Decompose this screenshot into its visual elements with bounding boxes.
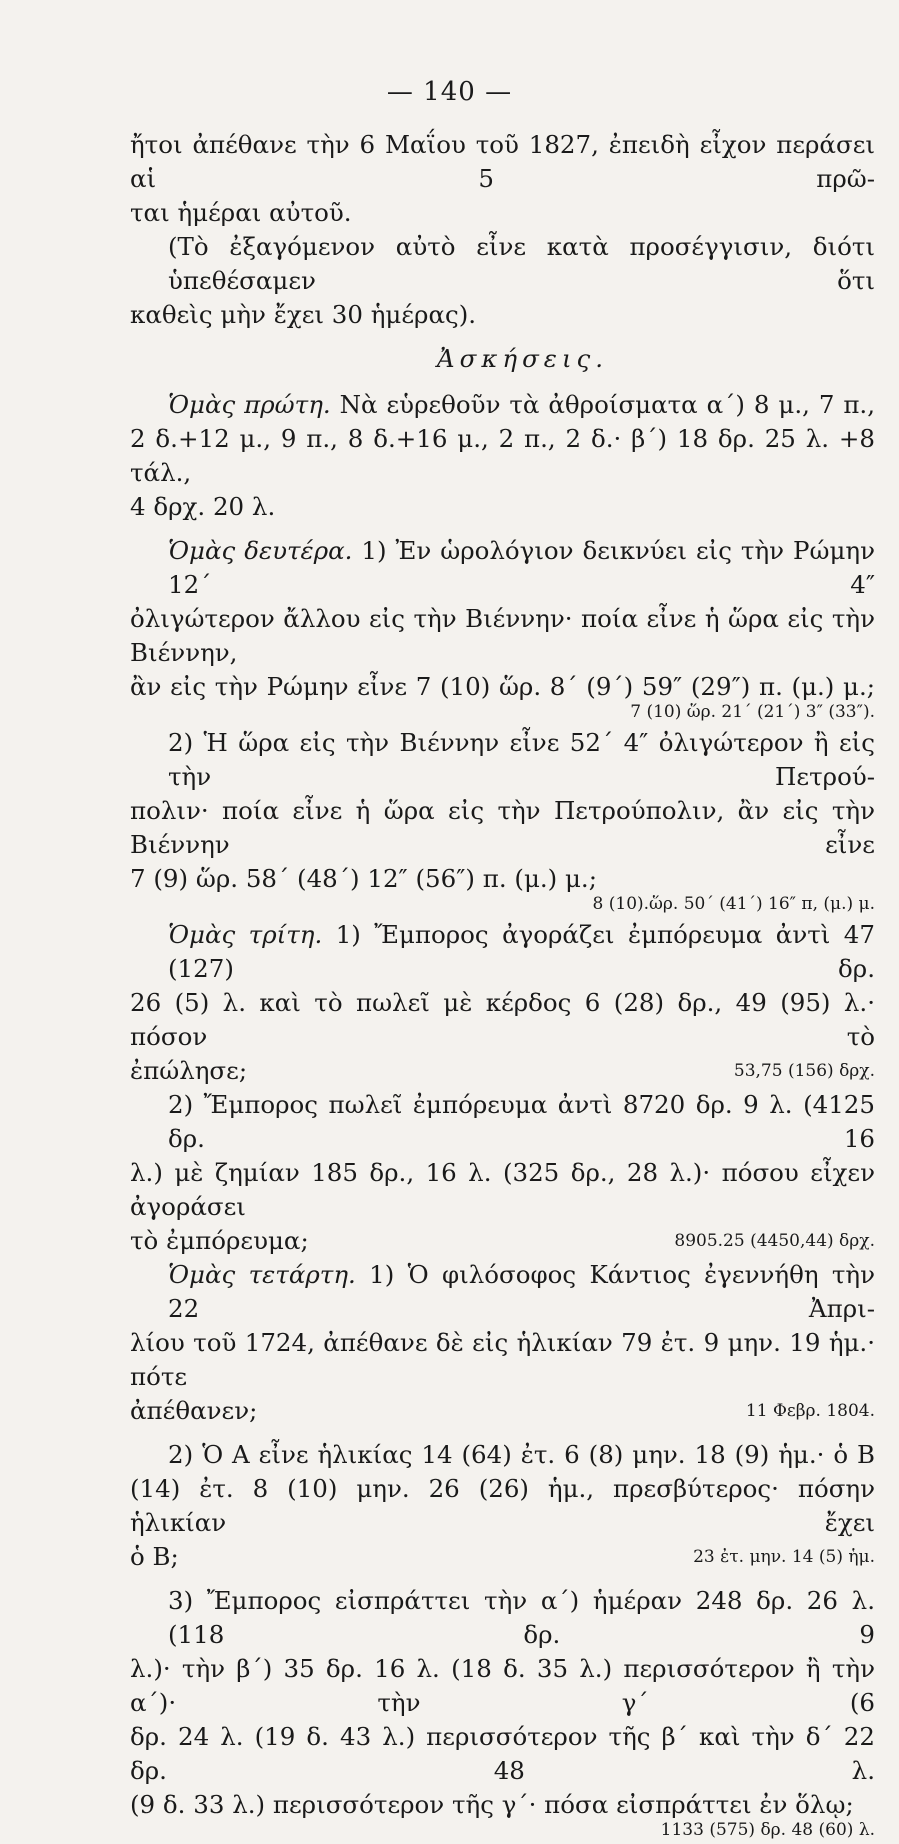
text-line: 2) Ἔμπορος πωλεῖ ἐμπόρευμα ἀντὶ 8720 δρ. 9 λ. (4125 δρ. 16 — [168, 1090, 875, 1153]
page-body — [130, 128, 875, 1844]
group-label: Ὁμὰς τετάρτη. — [168, 1260, 356, 1289]
page-number: — 140 — — [386, 77, 513, 107]
exercise-group-3 — [130, 918, 875, 1258]
exercise-group-1 — [130, 388, 875, 524]
group-label: Ὁμὰς δευτέρα. — [168, 536, 353, 565]
text-line: δρ. 24 λ. (19 δ. 43 λ.) περισσότερον τῆς β΄ καὶ τὴν δ΄ 22 δρ. 48 λ. — [130, 1722, 875, 1785]
answer: 8 (10).ὥρ. 50΄ (41΄) 16″ π, (μ.) μ. — [592, 894, 875, 914]
text-line: 7 (9) ὥρ. 58΄ (48΄) 12″ (56″) π. (μ.) μ.; — [130, 864, 597, 893]
text-line — [130, 1394, 875, 1428]
text-fragment: ἀπέθανεν; — [130, 1396, 258, 1425]
text-line: ἤτοι ἀπέθανε τὴν 6 Μαΐου τοῦ 1827, ἐπειδὴ εἶχον περάσει αἱ 5 πρῶ- — [130, 130, 875, 193]
text-fragment: Νὰ εὑρεθοῦν τὰ ἀθροίσματα α΄) 8 μ., 7 π., — [339, 390, 875, 419]
text-line — [130, 1054, 875, 1088]
text-line: (9 δ. 33 λ.) περισσότερον τῆς γ΄· πόσα εἰσπράττει ἐν ὅλῳ; — [130, 1790, 854, 1819]
text-line: λ.) μὲ ζημίαν 185 δρ., 16 λ. (325 δρ., 28 λ.)· πόσου εἶχεν ἀγοράσει — [130, 1158, 875, 1221]
group-label: Ὁμὰς πρώτη. — [168, 390, 331, 419]
text-line: 2 δ.+12 μ., 9 π., 8 δ.+16 μ., 2 π., 2 δ.· β΄) 18 δρ. 25 λ. +8 τάλ., — [130, 424, 875, 487]
exercise-group-2 — [130, 534, 875, 916]
text-line: (14) ἐτ. 8 (10) μην. 26 (26) ἡμ., πρεσβύτερος· πόσην ἡλικίαν ἔχει — [130, 1474, 875, 1537]
answer: 11 Φεβρ. 1804. — [745, 1401, 875, 1421]
text-fragment: 1) Ἐν ὡρολόγιον δεικνύει εἰς τὴν Ρώμην 12΄ 4″ — [168, 536, 875, 599]
text-line: 2) Ἡ ὥρα εἰς τὴν Βιέννην εἶνε 52΄ 4″ ὀλιγώτερον ἢ εἰς τὴν Πετρού- — [168, 728, 875, 791]
answer: 7 (10) ὥρ. 21΄ (21΄) 3″ (33″). — [630, 702, 875, 722]
text-line: 3) Ἔμπορος εἰσπράττει τὴν α΄) ἡμέραν 248 δρ. 26 λ. (118 δρ. 9 — [168, 1586, 875, 1649]
text-line: λίου τοῦ 1724, ἀπέθανε δὲ εἰς ἡλικίαν 79 ἐτ. 9 μην. 19 ἡμ.· πότε — [130, 1328, 875, 1391]
text-fragment: ἐπώλησε; — [130, 1056, 248, 1085]
text-line: ἂν εἰς τὴν Ρώμην εἶνε 7 (10) ὥρ. 8΄ (9΄) 59″ (29″) π. (μ.) μ.; — [130, 672, 875, 701]
text-line — [130, 1224, 875, 1258]
text-fragment: τὸ ἐμπόρευμα; — [130, 1226, 309, 1255]
text-line: καθεὶς μὴν ἔχει 30 ἡμέρας). — [130, 300, 477, 329]
text-line — [130, 388, 875, 422]
text-line — [130, 1540, 875, 1574]
answer: 1133 (575) δρ. 48 (60) λ. — [660, 1820, 875, 1840]
answer: 53,75 (156) δρχ. — [733, 1061, 875, 1081]
group-label: Ὁμὰς τρίτη. — [168, 920, 323, 949]
intro-paragraph — [130, 128, 875, 332]
text-line: 4 δρχ. 20 λ. — [130, 492, 276, 521]
text-line: (Τὸ ἐξαγόμενον αὐτὸ εἶνε κατὰ προσέγγισιν, διότι ὑπεθέσαμεν ὅτι — [168, 232, 875, 295]
text-line: ὀλιγώτερον ἄλλου εἰς τὴν Βιέννην· ποία εἶνε ἡ ὥρα εἰς τὴν Βιέννην, — [130, 604, 875, 667]
text-fragment: 1) Ὁ φιλόσοφος Κάντιος ἐγεννήθη τὴν 22 Ἀπρι- — [168, 1260, 875, 1323]
text-fragment: ὁ Β; — [130, 1542, 179, 1571]
text-line: πολιν· ποία εἶνε ἡ ὥρα εἰς τὴν Πετρούπολιν, ἂν εἰς τὴν Βιέννην εἶνε — [130, 796, 875, 859]
answer: 23 ἐτ. μην. 14 (5) ἡμ. — [693, 1547, 875, 1567]
text-line — [130, 1258, 875, 1326]
text-line: ται ἡμέραι αὐτοῦ. — [130, 198, 352, 227]
text-line: λ.)· τὴν β΄) 35 δρ. 16 λ. (18 δ. 35 λ.) περισσότερον ἢ τὴν α΄)· τὴν γ΄ (6 — [130, 1654, 875, 1717]
text-line — [130, 918, 875, 986]
text-line — [130, 534, 875, 602]
answer: 8905.25 (4450,44) δρχ. — [674, 1231, 875, 1251]
text-fragment: 1) Ἔμπορος ἀγοράζει ἐμπόρευμα ἀντὶ 47 (127) δρ. — [168, 920, 875, 983]
text-line: 2) Ὁ Α εἶνε ἡλικίας 14 (64) ἐτ. 6 (8) μην. 18 (9) ἡμ.· ὁ Β — [168, 1440, 875, 1469]
text-line: 26 (5) λ. καὶ τὸ πωλεῖ μὲ κέρδος 6 (28) δρ., 49 (95) λ.· πόσον τὸ — [130, 988, 875, 1051]
exercise-group-4 — [130, 1258, 875, 1842]
section-heading: Ἀσκήσεις. — [436, 344, 609, 373]
